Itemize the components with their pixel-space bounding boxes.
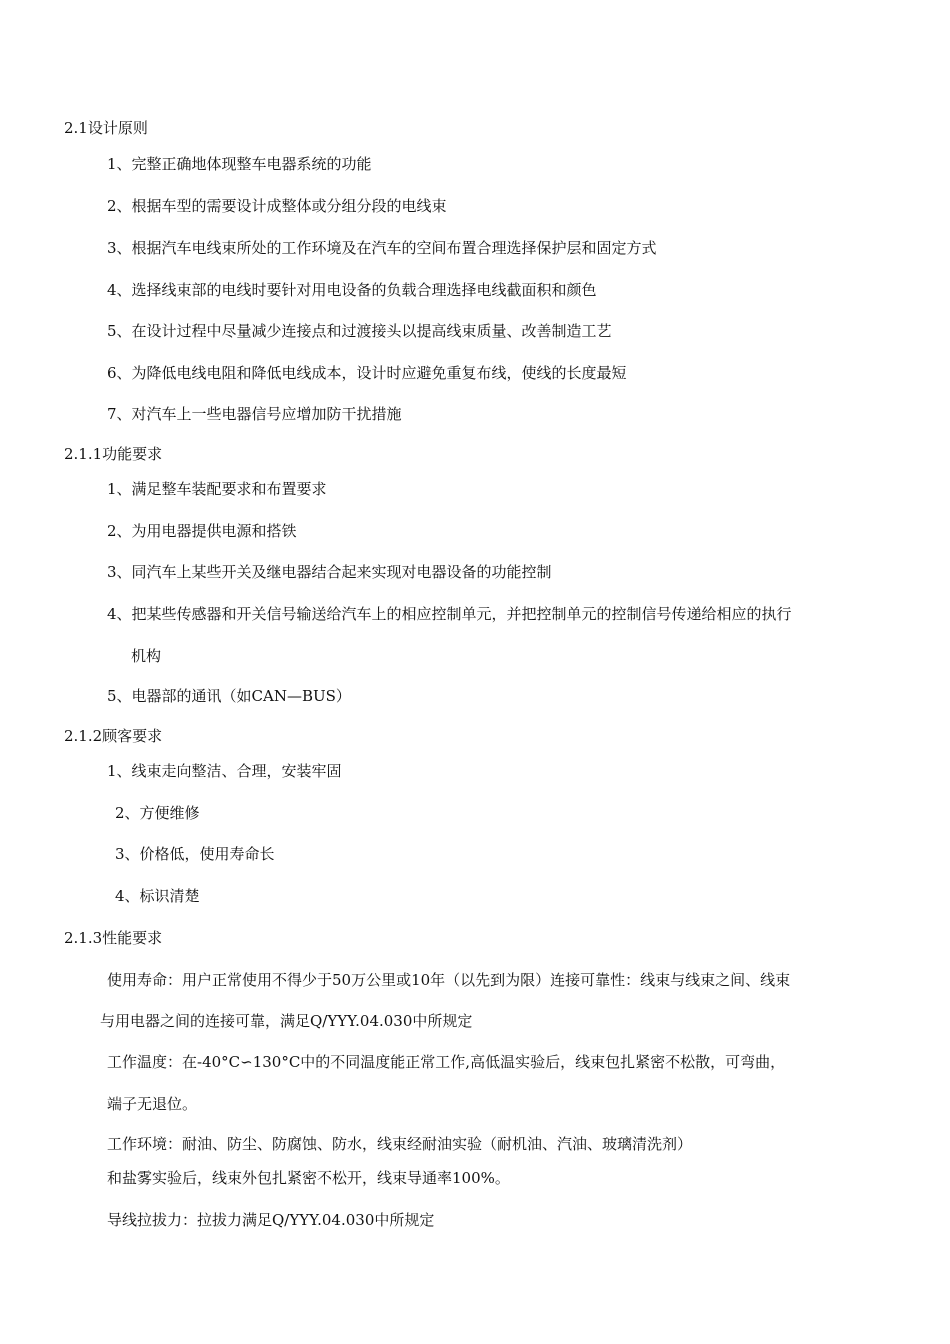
list-item: 3、根据汽车电线束所处的工作环境及在汽车的空间布置合理选择保护层和固定方式 (107, 239, 657, 257)
list-item: 3、同汽车上某些开关及继电器结合起来实现对电器设备的功能控制 (107, 563, 552, 581)
section-heading-2-1-3: 2.1.3性能要求 (64, 929, 163, 947)
list-item: 1、完整正确地体现整车电器系统的功能 (107, 155, 372, 173)
list-item: 2、方便维修 (115, 804, 200, 822)
list-item: 1、满足整车装配要求和布置要求 (107, 480, 327, 498)
list-item: 5、在设计过程中尽量减少连接点和过渡接头以提高线束质量、改善制造工艺 (107, 322, 612, 340)
paragraph-line: 导线拉拔力：拉拔力满足Q/YYY.04.030中所规定 (107, 1211, 435, 1229)
list-item: 1、线束走向整洁、合理，安装牢固 (107, 762, 342, 780)
paragraph-line: 与用电器之间的连接可靠，满足Q/YYY.04.030中所规定 (100, 1012, 473, 1030)
paragraph-line: 工作环境：耐油、防尘、防腐蚀、防水，线束经耐油实验（耐机油、汽油、玻璃清洗剂） (107, 1135, 693, 1153)
list-item: 4、把某些传感器和开关信号输送给汽车上的相应控制单元，并把控制单元的控制信号传递给相应的执行 (107, 605, 792, 623)
list-item: 3、价格低，使用寿命长 (115, 845, 275, 863)
section-heading-2-1-1: 2.1.1功能要求 (64, 445, 163, 463)
list-item-continuation: 机构 (131, 647, 162, 665)
list-item: 2、根据车型的需要设计成整体或分组分段的电线束 (107, 197, 447, 215)
list-item: 4、标识清楚 (115, 887, 200, 905)
list-item: 5、电器部的通讯（如CAN—BUS） (107, 687, 351, 705)
list-item: 6、为降低电线电阻和降低电线成本，设计时应避免重复布线，使线的长度最短 (107, 364, 627, 382)
paragraph-line: 工作温度：在-40°C∽130°C中的不同温度能正常工作,高低温实验后，线束包扎紧密不松散，可弯曲， (107, 1053, 786, 1071)
list-item: 2、为用电器提供电源和搭铁 (107, 522, 297, 540)
paragraph-line: 使用寿命：用户正常使用不得少于50万公里或10年（以先到为限）连接可靠性：线束与线束之间、线束 (107, 971, 791, 989)
section-heading-2-1-2: 2.1.2顾客要求 (64, 727, 163, 745)
paragraph-line: 和盐雾实验后，线束外包扎紧密不松开，线束导通率100%。 (107, 1169, 510, 1187)
section-heading-2-1: 2.1设计原则 (64, 119, 148, 137)
list-item: 4、选择线束部的电线时要针对用电设备的负载合理选择电线截面积和颜色 (107, 281, 597, 299)
list-item: 7、对汽车上一些电器信号应增加防干扰措施 (107, 405, 402, 423)
paragraph-line: 端子无退位。 (107, 1095, 198, 1113)
